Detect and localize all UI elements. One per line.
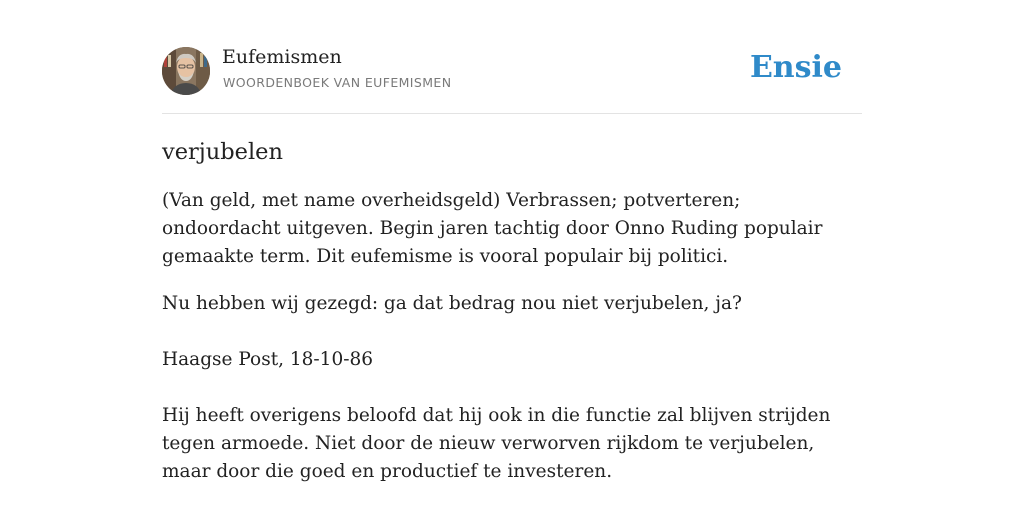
author-name[interactable]: Eufemismen <box>222 46 342 68</box>
author-avatar[interactable] <box>162 47 210 95</box>
entry-quote-source: Haagse Post, 18-10-86 <box>162 349 374 370</box>
author-portrait-icon <box>162 47 210 95</box>
ensie-logo[interactable]: Ensie <box>749 50 842 85</box>
publication-name[interactable]: WOORDENBOEK VAN EUFEMISMEN <box>223 75 452 90</box>
entry-quote: Nu hebben wij gezegd: ga dat bedrag nou niet verjubelen, ja? <box>162 293 742 314</box>
entry-definition: (Van geld, met name overheidsgeld) Verbrassen; potverteren; ondoordacht uitgeven. Begin jaren tachtig door Onno Ruding populair gemaakte term. Dit eufemisme is vooral populair bij politici. <box>162 190 823 267</box>
header-divider <box>162 113 862 114</box>
entry-content <box>162 136 862 486</box>
entry-term: verjubelen <box>162 139 283 165</box>
entry-quote: Hij heeft overigens beloofd dat hij ook in die functie zal blijven strijden tegen armoede. Niet door de nieuw verworven rijkdom te verjubelen, maar door die goed en productief te investeren. <box>162 405 831 482</box>
header <box>162 46 862 96</box>
